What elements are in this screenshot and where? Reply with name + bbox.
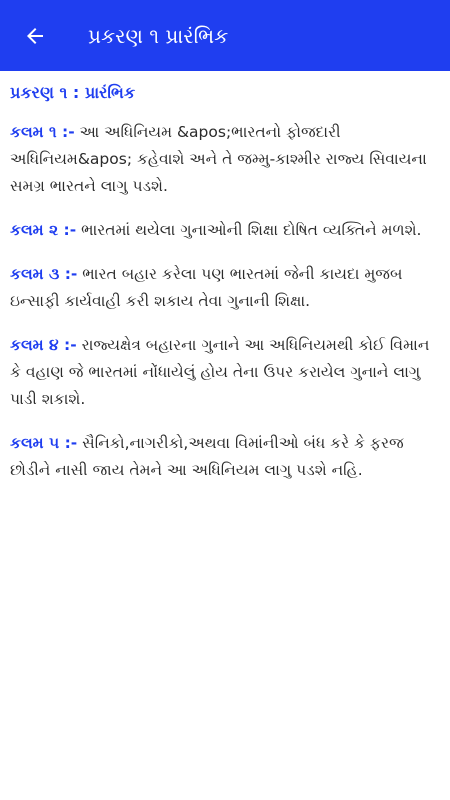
- section-text: આ અધિનિયમ &apos;ભારતનો ફોજદારી અધિનિયમ&apos; કહેવાશે અને તે જમ્મુ-કાશ્મીર રાજ્ય સિવાયના સમગ્ર ભારતને લાગુ પડશે.: [10, 123, 427, 195]
- section-label: કલમ ૩ :-: [10, 265, 78, 283]
- section-3: [10, 261, 440, 315]
- section-1: [10, 119, 440, 200]
- section-2: [10, 217, 440, 244]
- section-text: રાજ્યક્ષેત્ર બહારના ગુનાને આ અધિનિયમથી કોઈ વિમાન કે વહાણ જે ભારતમાં નોંધાયેલું હોય તેના ઉપર કરાયેલ ગુનાને લાગુ પાડી શકાશે.: [10, 336, 430, 408]
- chapter-heading: પ્રકરણ ૧ : પ્રારંભિક: [10, 83, 136, 102]
- section-label: કલમ ૨ :-: [10, 221, 77, 239]
- section-4: [10, 332, 440, 413]
- back-button[interactable]: [0, 0, 70, 71]
- section-label: કલમ ૫ :-: [10, 434, 78, 452]
- section-label: કલમ ૪ :-: [10, 336, 77, 354]
- section-label: કલમ ૧ :-: [10, 123, 75, 141]
- page-title: પ્રકરણ ૧ પ્રારંભિક: [88, 23, 229, 48]
- chapter-content: [0, 71, 450, 484]
- section-5: [10, 430, 440, 484]
- section-text: ભારતમાં થયેલા ગુનાઓની શિક્ષા દોષિત વ્યક્તિને મળશે.: [76, 221, 422, 239]
- arrow-back-icon: [23, 24, 47, 48]
- section-text: સૈનિકો,નાગરીકો,અથવા વિમાંનીઓ બંધ કરે કે ફરજ છોડીને નાસી જાય તેમને આ અધિનિયમ લાગુ પડશે નહિ.: [10, 434, 404, 479]
- section-text: ભારત બહાર કરેલા પણ ભારતમાં જેની કાયદા મુજબ ઇન્સાફી કાર્યવાહી કરી શકાય તેવા ગુનાની શિક્ષા.: [10, 265, 403, 310]
- app-bar: [0, 0, 450, 71]
